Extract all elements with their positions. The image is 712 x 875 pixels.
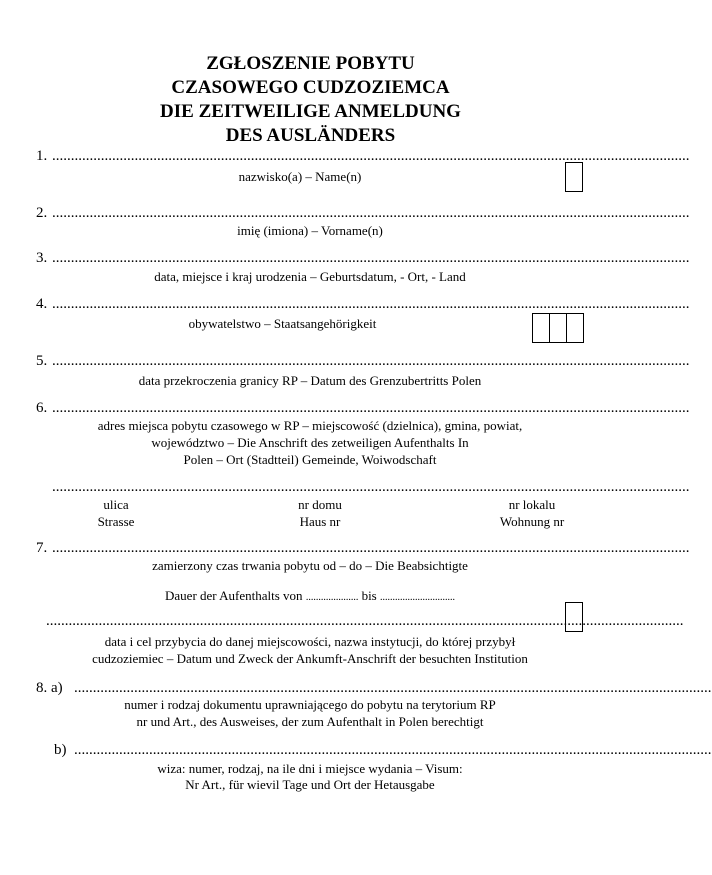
field-4-label: obywatelstwo – Staatsangehörigkeit: [188, 316, 377, 331]
field-8b-label-2: Nr Art., für wievil Tage und Ort der Hetausgabe: [185, 777, 435, 792]
field-7-to-label: bis: [361, 588, 377, 603]
field-6-label-2: województwo – Die Anschrift des zetweiligen Aufenthalts In: [151, 435, 469, 450]
field-4-number: 4.: [36, 296, 48, 312]
field-8a-label-2: nr und Art., des Ausweises, der zum Aufenthalt in Polen berechtigt: [136, 714, 484, 729]
field-7-from-label: Dauer der Aufenthalts von: [165, 588, 303, 603]
field-6-address-input[interactable]: ..........................................................................................................................................................................: [52, 400, 690, 416]
field-6-label-3: Polen – Ort (Stadtteil) Gemeinde, Woiwodschaft: [183, 452, 437, 467]
field-5-number: 5.: [36, 353, 48, 369]
field-6-label-1: adres miejsca pobytu czasowego w RP – miejscowość (dzielnica), gmina, powiat,: [97, 418, 523, 433]
field-7-to-input[interactable]: ..............................: [379, 592, 455, 603]
field-7-label-2: [60, 587, 560, 607]
form-title: [0, 52, 621, 148]
field-5-label: data przekroczenia granicy RP – Datum des Grenzubertritts Polen: [138, 373, 482, 388]
field-8a-label-1: numer i rodzaj dokumentu uprawniającego do pobytu na terytorium RP: [124, 697, 496, 712]
field-4-box-3[interactable]: [566, 313, 584, 343]
field-2-firstname-input[interactable]: ..........................................................................................................................................................................: [52, 205, 690, 221]
field-6-street-label-pl: ulica: [103, 497, 129, 512]
field-6-number: 6.: [36, 400, 48, 416]
field-7-duration-input[interactable]: ..........................................................................................................................................................................: [52, 540, 690, 556]
field-8b-label-1: wiza: numer, rodzaj, na ile dni i miejsce wydania – Visum:: [157, 761, 463, 776]
field-7-checkbox[interactable]: [565, 602, 583, 632]
field-8a-document-input[interactable]: ..........................................................................................................................................................................: [74, 680, 712, 696]
field-3-birth-input[interactable]: ..........................................................................................................................................................................: [52, 250, 690, 266]
field-4-citizenship-input[interactable]: ..........................................................................................................................................................................: [52, 296, 690, 312]
field-2-number: 2.: [36, 205, 48, 221]
title-line-4: DES AUSLÄNDERS: [225, 125, 396, 146]
field-4-box-1[interactable]: [532, 313, 550, 343]
field-7-arrival-label-2: cudzoziemiec – Datum und Zweck der Ankumft-Anschrift der besuchten Institution: [92, 651, 528, 666]
field-2-label: imię (imiona) – Vorname(n): [237, 223, 383, 238]
field-6-house-label-pl: nr domu: [298, 497, 342, 512]
field-1-surname-input[interactable]: ..........................................................................................................................................................................: [52, 148, 690, 164]
field-6-house-label-de: Haus nr: [299, 514, 341, 529]
field-7-from-input[interactable]: .....................: [305, 592, 359, 603]
title-line-3: DIE ZEITWEILIGE ANMELDUNG: [160, 101, 461, 122]
field-3-number: 3.: [36, 250, 48, 266]
field-1-label: nazwisko(a) – Name(n): [238, 169, 362, 184]
field-7-number: 7.: [36, 540, 48, 556]
field-5-border-date-input[interactable]: ..........................................................................................................................................................................: [52, 353, 690, 369]
field-6-street-label-de: Strasse: [97, 514, 135, 529]
field-4-box-2[interactable]: [549, 313, 567, 343]
field-7-arrival-label-1: data i cel przybycia do danej miejscowości, nazwa instytucji, do której przybył: [104, 634, 516, 649]
field-6-apt-label-pl: nr lokalu: [508, 497, 556, 512]
field-8b-visa-input[interactable]: ..........................................................................................................................................................................: [74, 742, 712, 758]
title-line-2: CZASOWEGO CUDZOZIEMCA: [171, 77, 450, 98]
title-line-1: ZGŁOSZENIE POBYTU: [206, 53, 415, 74]
field-7-label-1: zamierzony czas trwania pobytu od – do – Die Beabsichtigte: [152, 558, 468, 573]
field-6-apt-label-de: Wohnung nr: [499, 514, 565, 529]
field-3-label: data, miejsce i kraj urodzenia – Geburtsdatum, - Ort, - Land: [154, 269, 466, 284]
field-8a-number: 8. a): [36, 680, 63, 696]
field-8b-number: b): [54, 742, 67, 758]
field-6-street-input[interactable]: ..........................................................................................................................................................................: [52, 479, 690, 495]
field-1-checkbox[interactable]: [565, 162, 583, 192]
field-7-arrival-input[interactable]: ..........................................................................................................................................................................: [46, 613, 684, 629]
field-1-number: 1.: [36, 148, 48, 164]
